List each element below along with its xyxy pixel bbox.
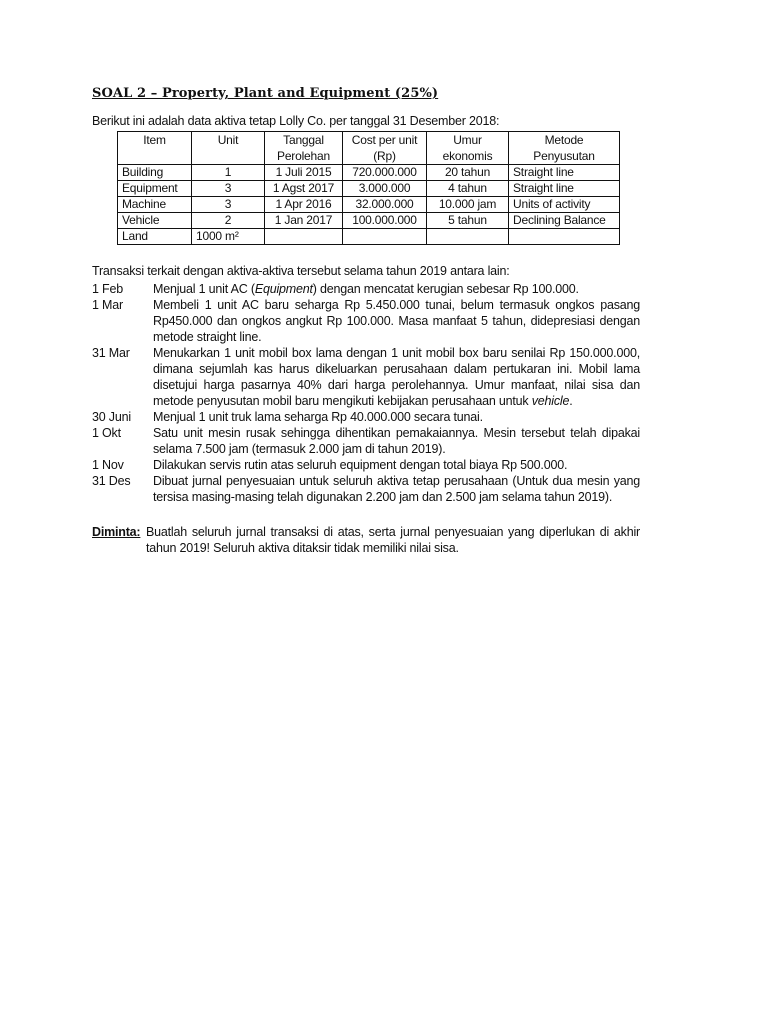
transaction-date: 31 Des [92, 474, 131, 488]
fixed-assets-table [117, 131, 620, 245]
cell-cost: 3.000.000 [343, 181, 427, 197]
task-label: Diminta: [92, 525, 141, 539]
transaction-date: 1 Okt [92, 426, 121, 440]
cell-umur [427, 229, 509, 245]
cell-tanggal: 1 Apr 2016 [265, 197, 343, 213]
list-item [92, 473, 640, 505]
header-tanggal: Tanggal Perolehan [265, 132, 343, 165]
transaction-description: Menjual 1 unit truk lama seharga Rp 40.000.000 secara tunai. [153, 410, 483, 424]
cell-item: Building [118, 165, 192, 181]
transaction-date: 1 Nov [92, 458, 124, 472]
header-unit: Unit [192, 132, 265, 165]
list-item [92, 345, 640, 409]
transaction-date: 1 Feb [92, 282, 123, 296]
transactions-heading: Transaksi terkait dengan aktiva-aktiva tersebut selama tahun 2019 antara lain: [92, 264, 510, 278]
table-row [118, 197, 620, 213]
cell-umur: 5 tahun [427, 213, 509, 229]
table-row [118, 213, 620, 229]
table-row [118, 229, 620, 245]
cell-metode [509, 229, 620, 245]
cell-metode: Units of activity [509, 197, 620, 213]
section-title: SOAL 2 – Property, Plant and Equipment (25%) [92, 86, 439, 101]
header-cost: Cost per unit (Rp) [343, 132, 427, 165]
cell-cost: 32.000.000 [343, 197, 427, 213]
cell-unit: 1000 m² [192, 229, 265, 245]
transaction-description: Membeli 1 unit AC baru seharga Rp 5.450.000 tunai, belum termasuk ongkos pasang Rp450.000 dan ongkos angkut Rp 100.000. Masa manfaat 5 tahun, didepresiasi dengan metode straight line. [153, 298, 640, 344]
transaction-date: 1 Mar [92, 298, 123, 312]
cell-item: Machine [118, 197, 192, 213]
list-item [92, 281, 640, 297]
task-instruction [92, 524, 640, 556]
intro-text: Berikut ini adalah data aktiva tetap Lolly Co. per tanggal 31 Desember 2018: [92, 114, 500, 128]
transaction-date: 31 Mar [92, 346, 130, 360]
cell-metode: Straight line [509, 181, 620, 197]
cell-umur: 20 tahun [427, 165, 509, 181]
cell-cost: 720.000.000 [343, 165, 427, 181]
transaction-description: Dilakukan servis rutin atas seluruh equipment dengan total biaya Rp 500.000. [153, 458, 568, 472]
cell-item: Vehicle [118, 213, 192, 229]
transactions-list [92, 281, 640, 505]
cell-tanggal [265, 229, 343, 245]
transaction-description: Dibuat jurnal penyesuaian untuk seluruh aktiva tetap perusahaan (Untuk dua mesin yang tersisa masing-masing telah digunakan 2.200 jam dan 2.500 jam selama tahun 2019). [153, 474, 640, 504]
cell-cost: 100.000.000 [343, 213, 427, 229]
cell-cost [343, 229, 427, 245]
task-text: Buatlah seluruh jurnal transaksi di atas, serta jurnal penyesuaian yang diperlukan di akhir tahun 2019! Seluruh aktiva ditaksir tidak memiliki nilai sisa. [146, 525, 640, 555]
cell-tanggal: 1 Juli 2015 [265, 165, 343, 181]
table-header-row [118, 132, 620, 165]
cell-unit: 3 [192, 181, 265, 197]
cell-item: Equipment [118, 181, 192, 197]
transaction-description: Menjual 1 unit AC (Equipment) dengan mencatat kerugian sebesar Rp 100.000. [153, 282, 579, 296]
header-umur: Umur ekonomis [427, 132, 509, 165]
cell-umur: 10.000 jam [427, 197, 509, 213]
list-item [92, 425, 640, 457]
table-row [118, 181, 620, 197]
cell-umur: 4 tahun [427, 181, 509, 197]
table-row [118, 165, 620, 181]
header-metode: Metode Penyusutan [509, 132, 620, 165]
list-item [92, 297, 640, 345]
list-item [92, 457, 640, 473]
transaction-date: 30 Juni [92, 410, 131, 424]
cell-item: Land [118, 229, 192, 245]
transaction-description: Satu unit mesin rusak sehingga dihentikan pemakaiannya. Mesin tersebut telah dipakai selama 7.500 jam (termasuk 2.000 jam di tahun 2019). [153, 426, 640, 456]
cell-metode: Declining Balance [509, 213, 620, 229]
list-item [92, 409, 640, 425]
cell-metode: Straight line [509, 165, 620, 181]
cell-unit: 2 [192, 213, 265, 229]
cell-tanggal: 1 Jan 2017 [265, 213, 343, 229]
cell-unit: 1 [192, 165, 265, 181]
cell-tanggal: 1 Agst 2017 [265, 181, 343, 197]
header-item: Item [118, 132, 192, 165]
transaction-description: Menukarkan 1 unit mobil box lama dengan 1 unit mobil box baru senilai Rp 150.000.000, dimana sejumlah kas harus dikeluarkan perusahaan dalam pertukaran ini. Mobil lama disetujui harga pasarnya 40% dari harga perolehannya. Umur manfaat, nilai sisa dan metode penyusutan mobil baru mengikuti kebijakan perusahaan untuk vehicle. [153, 346, 640, 408]
cell-unit: 3 [192, 197, 265, 213]
